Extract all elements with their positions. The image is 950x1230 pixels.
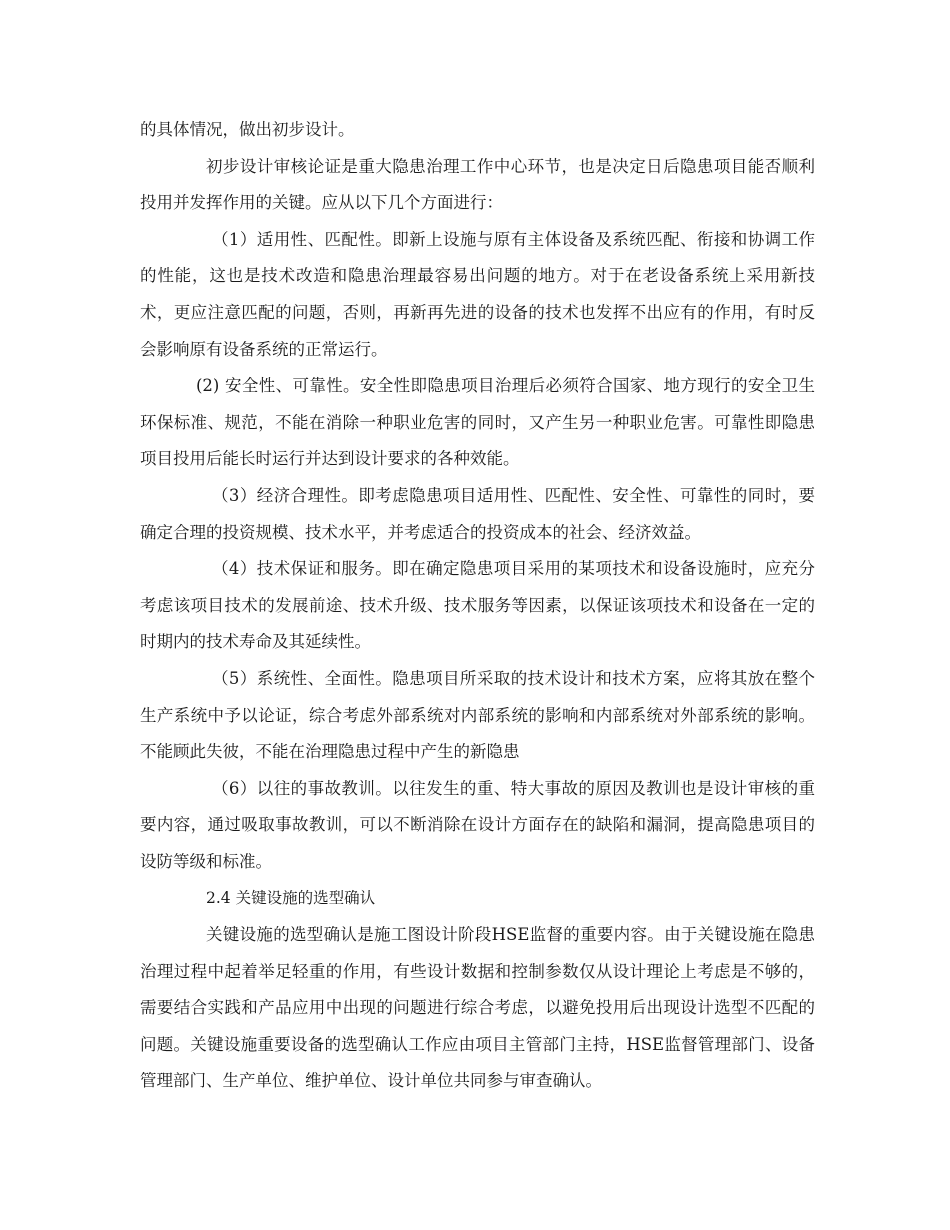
paragraph-item-2: (2) 安全性、可靠性。安全性即隐患项目治理后必须符合国家、地方现行的安全卫生环保标准、规范，不能在消除一种职业危害的同时，又产生另一种职业危害。可靠性即隐患项目投用后能长时运行并达到设计要求的各种效能。 (140, 376, 815, 469)
paragraph-item-4: （4）技术保证和服务。即在确定隐患项目采用的某项技术和设备设施时，应充分考虑该项目技术的发展前途、技术升级、技术服务等因素，以保证该项技术和设备在一定的时期内的技术寿命及其延续性。 (140, 559, 815, 652)
paragraph-item-6: （6）以往的事故教训。以往发生的重、特大事故的原因及教训也是设计审核的重要内容，通过吸取事故教训，可以不断消除在设计方面存在的缺陷和漏洞，提高隐患项目的设防等级和标准。 (140, 778, 815, 871)
paragraph-key-facilities: 关键设施的选型确认是施工图设计阶段HSE监督的重要内容。由于关键设施在隐患治理过程中起着举足轻重的作用，有些设计数据和控制参数仅从设计理论上考虑是不够的，需要结合实践和产品应用中出现的问题进行综合考虑，以避免投用后出现设计选型不匹配的问题。关键设施重要设备的选型确认工作应由项目主管部门主持，HSE监督管理部门、设备管理部门、生产单位、维护单位、设计单位共同参与审查确认。 (140, 925, 815, 1091)
paragraph-design-review: 初步设计审核论证是重大隐患治理工作中心环节，也是决定日后隐患项目能否顺利投用并发挥作用的关键。应从以下几个方面进行： (140, 156, 815, 213)
document-body (140, 112, 815, 1100)
paragraph-continuation: 的具体情况，做出初步设计。 (140, 120, 355, 139)
section-heading: 2.4 关键设施的选型确认 (206, 889, 376, 908)
paragraph-item-3: （3）经济合理性。即考虑隐患项目适用性、匹配性、安全性、可靠性的同时，要确定合理的投资规模、技术水平，并考虑适合的投资成本的社会、经济效益。 (140, 485, 815, 542)
paragraph-item-1: （1）适用性、匹配性。即新上设施与原有主体设备及系统匹配、衔接和协调工作的性能，这也是技术改造和隐患治理最容易出问题的地方。对于在老设备系统上采用新技术，更应注意匹配的问题，否则，再新再先进的设备的技术也发挥不出应有的作用，有时反会影响原有设备系统的正常运行。 (140, 229, 815, 359)
paragraph-item-5: （5）系统性、全面性。隐患项目所采取的技术设计和技术方案，应将其放在整个生产系统中予以论证，综合考虑外部系统对内部系统的影响和内部系统对外部系统的影响。不能顾此失彼，不能在治理隐患过程中产生的新隐患 (140, 668, 815, 762)
